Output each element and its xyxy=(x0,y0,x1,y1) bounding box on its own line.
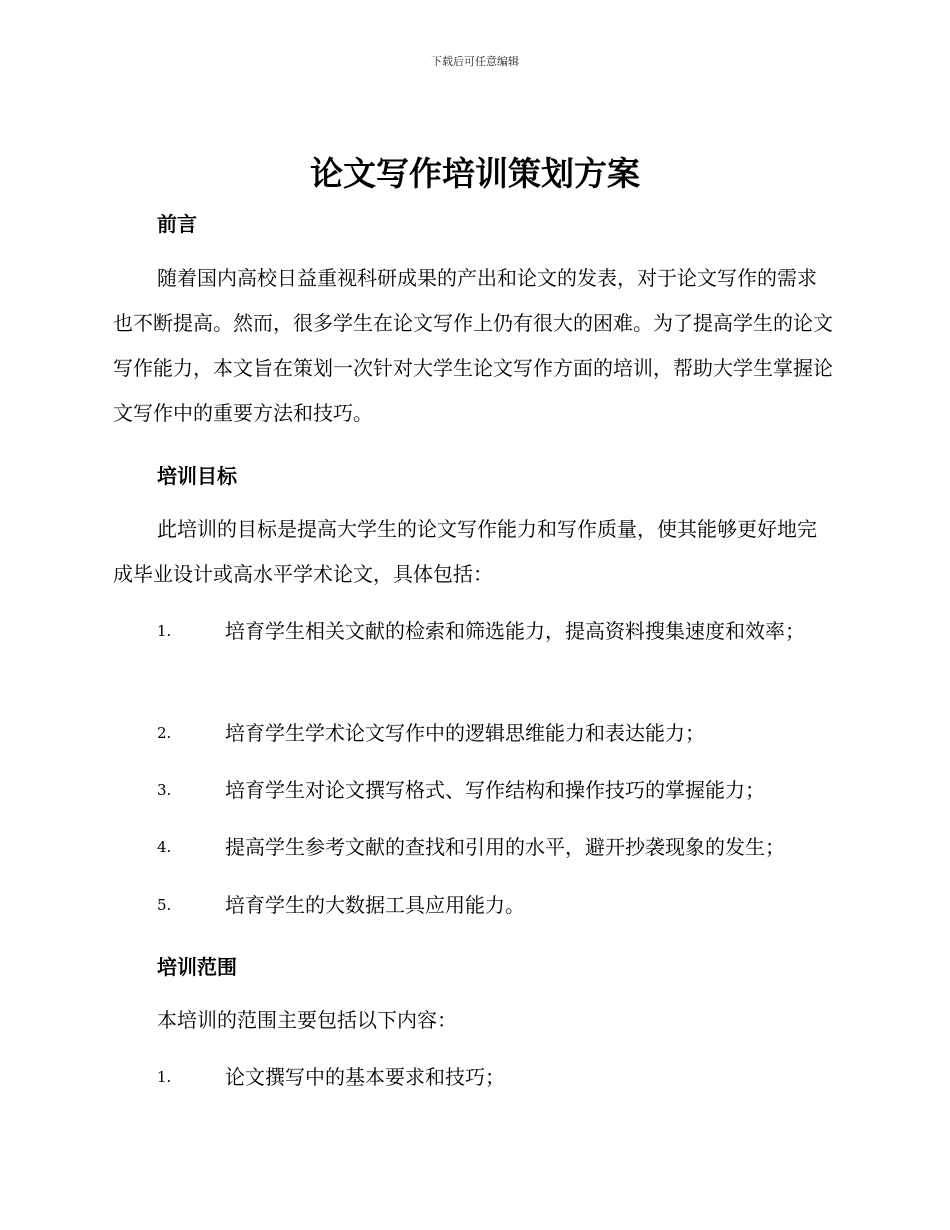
list-item xyxy=(113,768,833,813)
list-item-number: 1. xyxy=(157,1068,172,1086)
list-item xyxy=(113,1055,833,1100)
list-item-text: 论文撰写中的基本要求和技巧； xyxy=(225,1065,505,1089)
list-item-number: 4. xyxy=(157,838,172,856)
document-title: 论文写作培训策划方案 xyxy=(310,154,640,193)
list-item-number: 2. xyxy=(157,724,172,742)
section-heading-scope: 培训范围 xyxy=(157,955,237,979)
scope-paragraph xyxy=(113,998,833,1043)
list-item-number: 1. xyxy=(157,622,172,640)
page-header-note: 下载后可任意编辑 xyxy=(431,55,519,68)
list-item-number: 3. xyxy=(157,781,172,799)
list-item-text: 提高学生参考文献的查找和引用的水平，避开抄袭现象的发生； xyxy=(225,835,785,859)
preface-paragraph-text: 随着国内高校日益重视科研成果的产出和论文的发表，对于论文写作的需求也不断提高。然而，很多学生在论文写作上仍有很大的困难。为了提高学生的论文写作能力，本文旨在策划一次针对大学生论文写作方面的培训，帮助大学生掌握论文写作中的重要方法和技巧。 xyxy=(113,266,833,425)
list-item-text: 培育学生学术论文写作中的逻辑思维能力和表达能力； xyxy=(225,721,705,745)
list-item xyxy=(113,883,833,928)
goals-paragraph-text: 此培训的目标是提高大学生的论文写作能力和写作质量，使其能够更好地完成毕业设计或高水平学术论文，具体包括： xyxy=(113,517,817,586)
section-heading-preface: 前言 xyxy=(157,212,197,236)
list-item-text: 培育学生的大数据工具应用能力。 xyxy=(225,893,525,917)
preface-paragraph xyxy=(113,256,833,436)
list-item-text: 培育学生对论文撰写格式、写作结构和操作技巧的掌握能力； xyxy=(225,778,765,802)
list-item xyxy=(113,825,833,870)
scope-paragraph-text: 本培训的范围主要包括以下内容： xyxy=(157,1008,457,1032)
goals-paragraph xyxy=(113,507,833,597)
list-item xyxy=(113,711,833,756)
list-item-text: 培育学生相关文献的检索和筛选能力，提高资料搜集速度和效率； xyxy=(225,619,805,643)
list-item xyxy=(113,609,833,654)
section-heading-goals: 培训目标 xyxy=(157,464,237,488)
list-item-number: 5. xyxy=(157,896,172,914)
